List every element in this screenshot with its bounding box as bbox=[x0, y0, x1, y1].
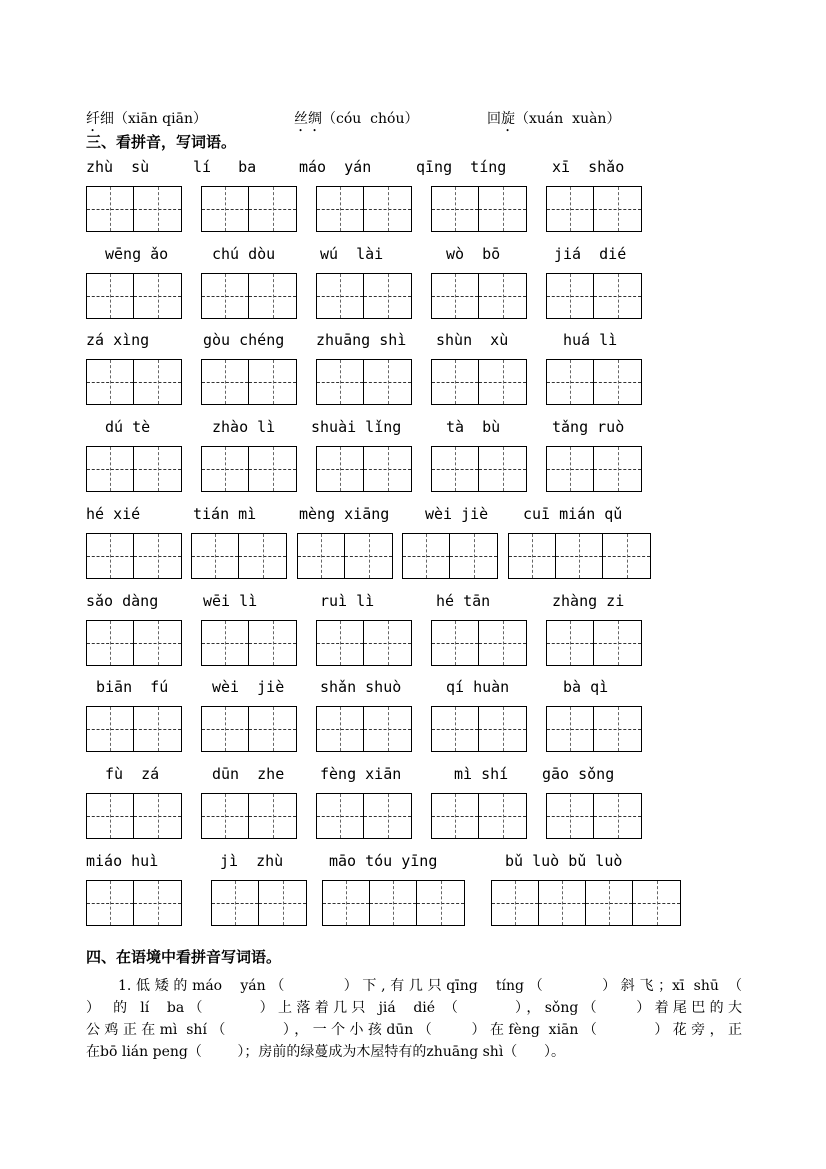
writing-cell[interactable] bbox=[134, 621, 181, 665]
writing-cell[interactable] bbox=[87, 274, 134, 318]
writing-cell[interactable] bbox=[249, 707, 296, 751]
writing-cell[interactable] bbox=[202, 621, 249, 665]
writing-cell[interactable] bbox=[594, 794, 641, 838]
pinyin-label: máo yán bbox=[299, 158, 372, 176]
writing-box-group[interactable] bbox=[431, 706, 527, 752]
writing-box-group[interactable] bbox=[86, 793, 182, 839]
word-item-2 bbox=[294, 108, 419, 135]
writing-cell[interactable] bbox=[547, 447, 594, 491]
writing-cell[interactable] bbox=[364, 707, 411, 751]
writing-cell[interactable] bbox=[594, 447, 641, 491]
writing-cell[interactable] bbox=[594, 274, 641, 318]
pinyin-label: wēi lì bbox=[203, 591, 258, 610]
writing-cell[interactable] bbox=[364, 621, 411, 665]
writing-box-group[interactable] bbox=[491, 880, 681, 926]
pinyin-label: zhàng zi bbox=[552, 591, 625, 610]
pinyin-label: bà qì bbox=[563, 678, 609, 697]
writing-cell[interactable] bbox=[249, 447, 296, 491]
section-3-title: 三、看拼音，写词语。 bbox=[86, 133, 237, 151]
writing-cell[interactable] bbox=[134, 794, 181, 838]
dotted-char: 纤 bbox=[86, 111, 100, 127]
dotted-char: 绸 bbox=[308, 111, 322, 127]
writing-cell[interactable] bbox=[249, 621, 296, 665]
writing-box-group[interactable] bbox=[546, 273, 642, 319]
pinyin-label: tǎng ruò bbox=[552, 418, 625, 437]
writing-box-group[interactable] bbox=[86, 359, 182, 405]
word-item-3 bbox=[487, 108, 620, 135]
writing-cell[interactable] bbox=[586, 881, 633, 925]
writing-box-group[interactable] bbox=[546, 706, 642, 752]
writing-cell[interactable] bbox=[317, 621, 364, 665]
dotted-char: 丝 bbox=[294, 111, 308, 127]
writing-cell[interactable] bbox=[202, 274, 249, 318]
writing-cell[interactable] bbox=[479, 707, 526, 751]
paragraph-line: ） 的 lí ba（ ）上落着几只 jiá dié （ ），sǒng（ ）着尾巴的大 bbox=[86, 1000, 742, 1016]
writing-cell[interactable] bbox=[479, 187, 526, 231]
writing-cell[interactable] bbox=[479, 274, 526, 318]
writing-cell[interactable] bbox=[364, 360, 411, 404]
writing-cell[interactable] bbox=[134, 187, 181, 231]
writing-cell[interactable] bbox=[364, 187, 411, 231]
pinyin-label: wú lài bbox=[320, 244, 384, 263]
pinyin-label: chú dòu bbox=[212, 244, 276, 263]
pinyin-label: shuài lǐng bbox=[311, 418, 402, 437]
writing-cell[interactable] bbox=[364, 447, 411, 491]
writing-box-group[interactable] bbox=[86, 880, 182, 926]
writing-cell[interactable] bbox=[317, 447, 364, 491]
pinyin-label: fù zá bbox=[105, 764, 160, 783]
writing-cell[interactable] bbox=[87, 447, 134, 491]
writing-box-group[interactable] bbox=[201, 186, 297, 232]
writing-box-group[interactable] bbox=[431, 273, 527, 319]
writing-cell[interactable] bbox=[556, 534, 603, 578]
pinyin-label: māo tóu yīng bbox=[329, 851, 438, 870]
writing-cell[interactable] bbox=[417, 881, 464, 925]
pinyin-label: zá xìng bbox=[86, 331, 150, 350]
text: 细（xiān qiān） bbox=[100, 111, 207, 127]
writing-box-group[interactable] bbox=[316, 186, 412, 232]
writing-cell[interactable] bbox=[317, 707, 364, 751]
writing-box-group[interactable] bbox=[86, 446, 182, 492]
paragraph-line: 1.低矮的máo yán（ ）下,有几只qīng tíng（ ）斜飞；xī shū （ bbox=[118, 978, 742, 994]
pinyin-label: lí ba bbox=[193, 158, 257, 176]
writing-box-group[interactable] bbox=[546, 186, 642, 232]
text: （xuán xuàn） bbox=[515, 111, 621, 127]
writing-box-group[interactable] bbox=[508, 533, 651, 579]
pinyin-label: mèng xiāng bbox=[299, 504, 390, 523]
writing-cell[interactable] bbox=[202, 447, 249, 491]
writing-cell[interactable] bbox=[87, 881, 134, 925]
writing-cell[interactable] bbox=[298, 534, 345, 578]
writing-box-group[interactable] bbox=[201, 359, 297, 405]
writing-cell[interactable] bbox=[317, 187, 364, 231]
writing-cell[interactable] bbox=[547, 187, 594, 231]
pinyin-label: miáo huì bbox=[86, 851, 159, 870]
writing-box-group[interactable] bbox=[201, 273, 297, 319]
writing-cell[interactable] bbox=[87, 534, 134, 578]
writing-cell[interactable] bbox=[539, 881, 586, 925]
pinyin-label: dú tè bbox=[105, 418, 151, 437]
writing-cell[interactable] bbox=[594, 187, 641, 231]
writing-cell[interactable] bbox=[249, 274, 296, 318]
writing-box-group[interactable] bbox=[402, 533, 498, 579]
writing-cell[interactable] bbox=[509, 534, 556, 578]
writing-box-group[interactable] bbox=[86, 273, 182, 319]
section-4-title: 四、在语境中看拼音写词语。 bbox=[86, 948, 282, 966]
writing-cell[interactable] bbox=[134, 881, 181, 925]
pinyin-label: shǎn shuò bbox=[320, 678, 402, 697]
writing-cell[interactable] bbox=[202, 360, 249, 404]
pinyin-label: zhuāng shì bbox=[316, 331, 407, 350]
writing-cell[interactable] bbox=[479, 447, 526, 491]
writing-cell[interactable] bbox=[134, 360, 181, 404]
writing-cell[interactable] bbox=[134, 274, 181, 318]
writing-box-group[interactable] bbox=[211, 880, 307, 926]
writing-cell[interactable] bbox=[212, 881, 259, 925]
writing-box-group[interactable] bbox=[86, 533, 182, 579]
writing-cell[interactable] bbox=[364, 274, 411, 318]
writing-box-group[interactable] bbox=[86, 706, 182, 752]
writing-cell[interactable] bbox=[432, 360, 479, 404]
writing-cell[interactable] bbox=[87, 187, 134, 231]
writing-box-group[interactable] bbox=[431, 446, 527, 492]
writing-cell[interactable] bbox=[547, 707, 594, 751]
pinyin-label: jì zhù bbox=[220, 851, 284, 870]
pinyin-label: fèng xiān bbox=[320, 764, 402, 783]
writing-cell[interactable] bbox=[492, 881, 539, 925]
writing-cell[interactable] bbox=[87, 707, 134, 751]
writing-cell[interactable] bbox=[202, 707, 249, 751]
pinyin-label: cuī mián qǔ bbox=[523, 504, 623, 523]
pinyin-label: ruì lì bbox=[320, 591, 375, 610]
text: 回 bbox=[487, 111, 501, 127]
writing-box-group[interactable] bbox=[546, 620, 642, 666]
writing-cell[interactable] bbox=[192, 534, 239, 578]
pinyin-label: gòu chéng bbox=[203, 331, 285, 350]
writing-box-group[interactable] bbox=[316, 446, 412, 492]
pinyin-label: qí huàn bbox=[446, 678, 510, 697]
writing-box-group[interactable] bbox=[316, 706, 412, 752]
writing-cell[interactable] bbox=[370, 881, 417, 925]
writing-box-group[interactable] bbox=[201, 620, 297, 666]
writing-cell[interactable] bbox=[450, 534, 497, 578]
pinyin-label: huá lì bbox=[563, 331, 618, 350]
writing-cell[interactable] bbox=[364, 794, 411, 838]
pinyin-label: gāo sǒng bbox=[542, 764, 615, 783]
pinyin-label: qīng tíng bbox=[416, 158, 507, 176]
paragraph-line: 公鸡正在mì shí（ ），一个小孩dūn（ ）在fèng xiān（ ）花旁，正 bbox=[86, 1022, 742, 1038]
text: （cóu chóu） bbox=[322, 111, 419, 127]
writing-cell[interactable] bbox=[87, 360, 134, 404]
writing-box-group[interactable] bbox=[86, 620, 182, 666]
writing-cell[interactable] bbox=[317, 274, 364, 318]
writing-cell[interactable] bbox=[317, 360, 364, 404]
writing-box-group[interactable] bbox=[316, 273, 412, 319]
writing-box-group[interactable] bbox=[316, 793, 412, 839]
writing-cell[interactable] bbox=[249, 187, 296, 231]
paragraph-line: 在bō lián peng（ ）；房前的绿蔓成为木屋特有的zhuāng shì（ ）。 bbox=[86, 1044, 565, 1060]
pinyin-label: hé tān bbox=[436, 591, 491, 610]
writing-cell[interactable] bbox=[432, 274, 479, 318]
writing-cell[interactable] bbox=[317, 794, 364, 838]
pinyin-label: tà bù bbox=[446, 418, 501, 437]
writing-box-group[interactable] bbox=[201, 446, 297, 492]
writing-box-group[interactable] bbox=[316, 620, 412, 666]
pinyin-label: wèi jiè bbox=[425, 504, 489, 523]
writing-cell[interactable] bbox=[323, 881, 370, 925]
pinyin-label: mì shí bbox=[454, 764, 509, 783]
writing-box-group[interactable] bbox=[546, 446, 642, 492]
writing-cell[interactable] bbox=[403, 534, 450, 578]
writing-cell[interactable] bbox=[259, 881, 306, 925]
writing-cell[interactable] bbox=[547, 274, 594, 318]
writing-cell[interactable] bbox=[87, 794, 134, 838]
writing-box-group[interactable] bbox=[546, 793, 642, 839]
pinyin-label: tián mì bbox=[193, 504, 257, 523]
writing-cell[interactable] bbox=[432, 621, 479, 665]
writing-cell[interactable] bbox=[594, 621, 641, 665]
writing-cell[interactable] bbox=[134, 534, 181, 578]
pinyin-label: hé xié bbox=[86, 504, 141, 523]
pinyin-label: bǔ luò bǔ luò bbox=[505, 851, 623, 870]
writing-cell[interactable] bbox=[432, 794, 479, 838]
writing-cell[interactable] bbox=[603, 534, 650, 578]
writing-cell[interactable] bbox=[594, 707, 641, 751]
pinyin-label: jiá dié bbox=[554, 244, 627, 263]
pinyin-label: wò bō bbox=[446, 244, 501, 263]
writing-cell[interactable] bbox=[432, 187, 479, 231]
writing-cell[interactable] bbox=[202, 794, 249, 838]
writing-box-group[interactable] bbox=[297, 533, 393, 579]
writing-box-group[interactable] bbox=[316, 359, 412, 405]
pinyin-label: sǎo dàng bbox=[86, 591, 159, 610]
writing-cell[interactable] bbox=[547, 794, 594, 838]
writing-box-group[interactable] bbox=[191, 533, 287, 579]
writing-cell[interactable] bbox=[87, 621, 134, 665]
writing-cell[interactable] bbox=[249, 794, 296, 838]
pinyin-label: wēng ǎo bbox=[105, 244, 169, 263]
writing-cell[interactable] bbox=[479, 360, 526, 404]
writing-cell[interactable] bbox=[432, 447, 479, 491]
writing-box-group[interactable] bbox=[431, 620, 527, 666]
writing-box-group[interactable] bbox=[322, 880, 465, 926]
writing-box-group[interactable] bbox=[86, 186, 182, 232]
writing-cell[interactable] bbox=[134, 707, 181, 751]
writing-box-group[interactable] bbox=[546, 359, 642, 405]
writing-box-group[interactable] bbox=[201, 793, 297, 839]
writing-cell[interactable] bbox=[239, 534, 286, 578]
pinyin-label: dūn zhe bbox=[212, 764, 285, 783]
writing-cell[interactable] bbox=[432, 707, 479, 751]
writing-cell[interactable] bbox=[345, 534, 392, 578]
pinyin-label: zhù sù bbox=[86, 158, 150, 176]
writing-cell[interactable] bbox=[547, 621, 594, 665]
writing-box-group[interactable] bbox=[431, 186, 527, 232]
writing-cell[interactable] bbox=[594, 360, 641, 404]
writing-cell[interactable] bbox=[547, 360, 594, 404]
dotted-char: 旋 bbox=[501, 111, 515, 127]
pinyin-label: xī shǎo bbox=[552, 158, 625, 176]
pinyin-label: wèi jiè bbox=[212, 678, 285, 697]
pinyin-label: shùn xù bbox=[436, 331, 509, 350]
writing-cell[interactable] bbox=[479, 794, 526, 838]
writing-box-group[interactable] bbox=[431, 793, 527, 839]
writing-box-group[interactable] bbox=[431, 359, 527, 405]
pinyin-label: biān fú bbox=[96, 678, 169, 697]
writing-cell[interactable] bbox=[249, 360, 296, 404]
writing-box-group[interactable] bbox=[201, 706, 297, 752]
pinyin-label: zhào lì bbox=[212, 418, 276, 437]
writing-cell[interactable] bbox=[633, 881, 680, 925]
writing-cell[interactable] bbox=[479, 621, 526, 665]
writing-cell[interactable] bbox=[202, 187, 249, 231]
writing-cell[interactable] bbox=[134, 447, 181, 491]
